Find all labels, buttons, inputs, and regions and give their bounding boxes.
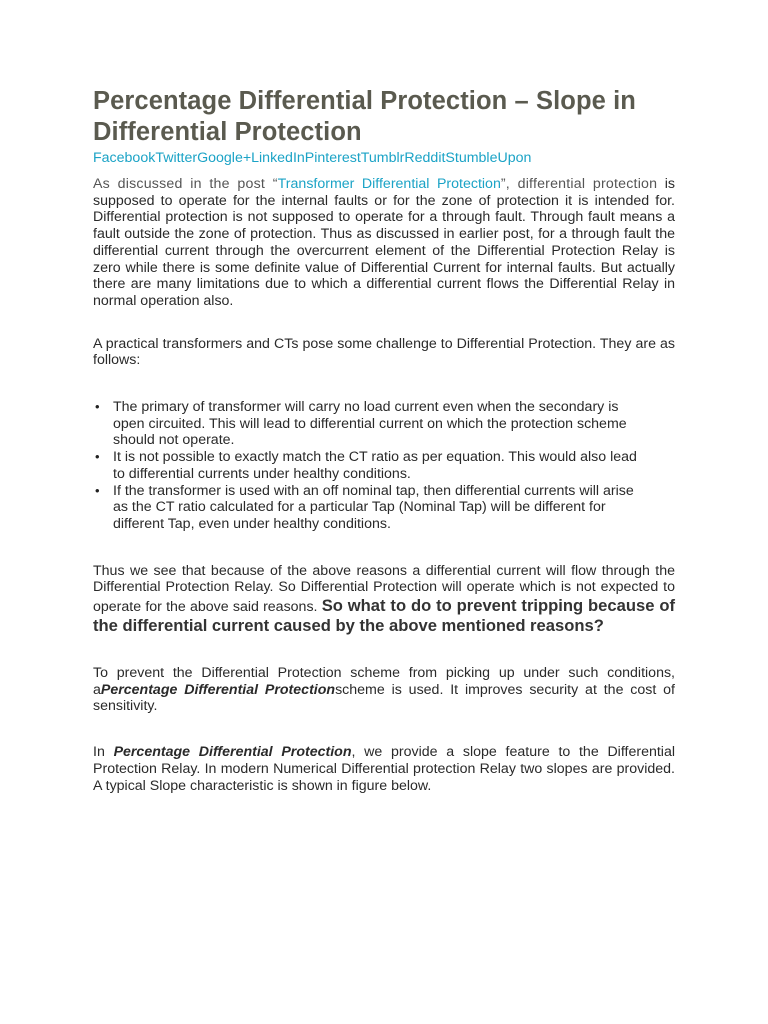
list-item: • The primary of transformer will carry no load current even when the secondary is open circuited. This will lead to differential current on which the protection scheme should not operate. (113, 399, 675, 449)
conclusion-text: Thus we see that because of the above reasons a differential current will flow through the Differential Protection Relay. So Differential Protection will operate which is not expected to operate for the above said reasons. (93, 562, 675, 616)
article (93, 86, 675, 794)
intro-after-link: ”, differential protection (500, 176, 658, 192)
share-google-plus-link[interactable]: Google+ (197, 150, 252, 166)
prevention-paragraph (93, 665, 675, 715)
share-twitter-link[interactable]: Twitter (155, 150, 198, 166)
list-item: • It is not possible to exactly match the CT ratio as per equation. This would also lead to differential currents under healthy conditions. (113, 449, 675, 482)
challenges-paragraph: A practical transformers and CTs pose some challenge to Differential Protection. They are as follows: (93, 335, 675, 369)
challenges-list (93, 399, 675, 533)
list-item: • If the transformer is used with an off nominal tap, then differential currents will arise as the CT ratio calculated for a particular Tap (Nominal Tap) will be different for different Tap, even under healthy conditions. (113, 483, 675, 533)
slope-before: In (93, 744, 114, 761)
share-pinterest-link[interactable]: Pinterest (304, 150, 361, 166)
share-facebook-link[interactable]: Facebook (93, 150, 156, 166)
slope-paragraph (93, 744, 675, 794)
slope-after: , we provide a slope feature to the Differential Protection Relay. In modern Numerical Differential protection Relay two slopes are provided. A typical Slope characteristic is shown in figure below. (93, 744, 675, 794)
share-links (93, 150, 675, 167)
prevention-before: To prevent the Differential Protection scheme from picking up under such conditions, a (93, 665, 675, 698)
page-title: Percentage Differential Protection – Slope in Differential Protection (93, 87, 636, 146)
prevention-emphasis: Percentage Differential Protection (100, 681, 336, 698)
share-stumbleupon-link[interactable]: StumbleUpon (445, 150, 532, 166)
slope-emphasis: Percentage Differential Protection (113, 744, 352, 761)
intro-paragraph (93, 176, 675, 310)
share-reddit-link[interactable]: Reddit (404, 150, 446, 166)
share-tumblr-link[interactable]: Tumblr (360, 150, 405, 166)
conclusion-paragraph (93, 563, 675, 636)
prevention-after: scheme is used. It improves security at the cost of sensitivity. (93, 681, 675, 715)
share-linkedin-link[interactable]: LinkedIn (251, 150, 305, 166)
conclusion-question: So what to do to prevent tripping because of the differential current caused by the above mentioned reasons? (93, 596, 675, 636)
intro-body: is supposed to operate for the internal faults or for the zone of protection it is intended for. Differential protection is not supposed to operate for a through fault. Through fault means a fault outside the zone of protection. Thus as discussed in earlier post, for a through fault the differential current through the overcurrent element of the Differential Protection Relay is zero while there is some definite value of Differential Current for internal faults. But actually there are many limitations due to which a differential current flows the Differential Relay in normal operation also. (93, 176, 675, 309)
transformer-differential-protection-link[interactable]: Transformer Differential Protection (277, 176, 501, 192)
intro-lead: As discussed in the post “ (93, 176, 278, 192)
